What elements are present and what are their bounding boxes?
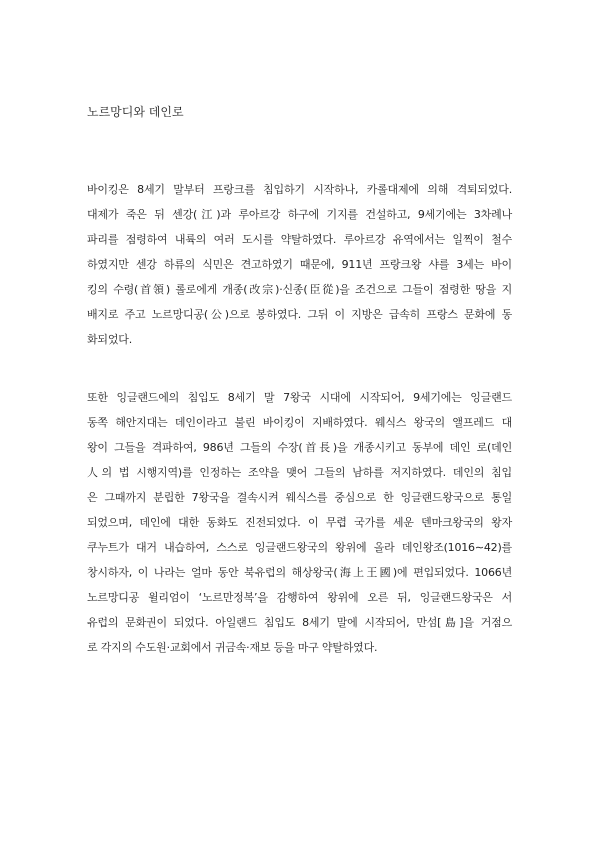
paragraph-line: 쿠누트가 대거 내습하여, 스스로 잉글랜드왕국의 왕위에 올라 데인왕조(1016∼42)를 xyxy=(87,541,512,554)
document-title: 노르망디와 데인로 xyxy=(87,105,184,119)
paragraph-line: 로 각지의 수도원·교회에서 귀금속·재보 등을 마구 약탈하였다. xyxy=(87,641,378,654)
paragraph-danelaw xyxy=(87,385,512,660)
paragraph-line: 하였지만 센강 하류의 식민은 견고하였기 때문에, 911년 프랑크왕 샤를 3세는 바이 xyxy=(87,258,512,271)
paragraph-line: 화되었다. xyxy=(87,333,133,346)
paragraph-line: 또한 잉글랜드에의 침입도 8세기 말 7왕국 시대에 시작되어, 9세기에는 잉글랜드 xyxy=(87,391,512,404)
paragraph-line: 대제가 죽은 뒤 센강(江)과 루아르강 하구에 기지를 건설하고, 9세기에는 3차례나 xyxy=(87,208,512,221)
paragraph-line: 노르망디공 윌리엄이 ‘노르만정복’을 감행하여 왕위에 오른 뒤, 잉글랜드왕국은 서 xyxy=(87,591,512,604)
paragraph-line: 파리를 점령하여 내륙의 여러 도시를 약탈하였다. 루아르강 유역에서는 일찍이 철수 xyxy=(87,233,512,246)
paragraph-line: 유럽의 문화권이 되었다. 아일랜드 침입도 8세기 말에 시작되어, 만섬[島]을 거점으 xyxy=(87,616,512,629)
paragraph-line: 되었으며, 데인에 대한 동화도 진전되었다. 이 무렵 국가를 세운 덴마크왕국의 왕자 xyxy=(87,516,512,529)
paragraph-line: 은 그때까지 분립한 7왕국을 결속시켜 웨식스를 중심으로 한 잉글랜드왕국으로 통일 xyxy=(87,491,512,504)
paragraph-line: 배지로 주고 노르망디공(公)으로 봉하였다. 그뒤 이 지방은 급속히 프랑스 문화에 동 xyxy=(87,308,512,321)
paragraph-line: 왕이 그들을 격파하여, 986년 그들의 수장(首長)을 개종시키고 동부에 데인 로(데인 xyxy=(87,441,512,454)
paragraph-normandy xyxy=(87,177,512,352)
paragraph-line: 동쪽 해안지대는 데인이라고 불린 바이킹이 지배하였다. 웨식스 왕국의 앨프레드 대 xyxy=(87,416,512,429)
paragraph-line: 人의 법 시행지역)를 인정하는 조약을 맺어 그들의 남하를 저지하였다. 데인의 침입 xyxy=(87,466,512,479)
paragraph-line: 바이킹은 8세기 말부터 프랑크를 침입하기 시작하나, 카롤대제에 의해 격퇴되었다. xyxy=(87,183,512,196)
paragraph-line: 킹의 수령(首領) 롤로에게 개종(改宗)·신종(臣從)을 조건으로 그들이 점령한 땅을 지 xyxy=(87,283,512,296)
paragraph-line: 창시하자, 이 나라는 얼마 동안 북유럽의 해상왕국(海上王國)에 편입되었다. 1066년 xyxy=(87,566,512,579)
